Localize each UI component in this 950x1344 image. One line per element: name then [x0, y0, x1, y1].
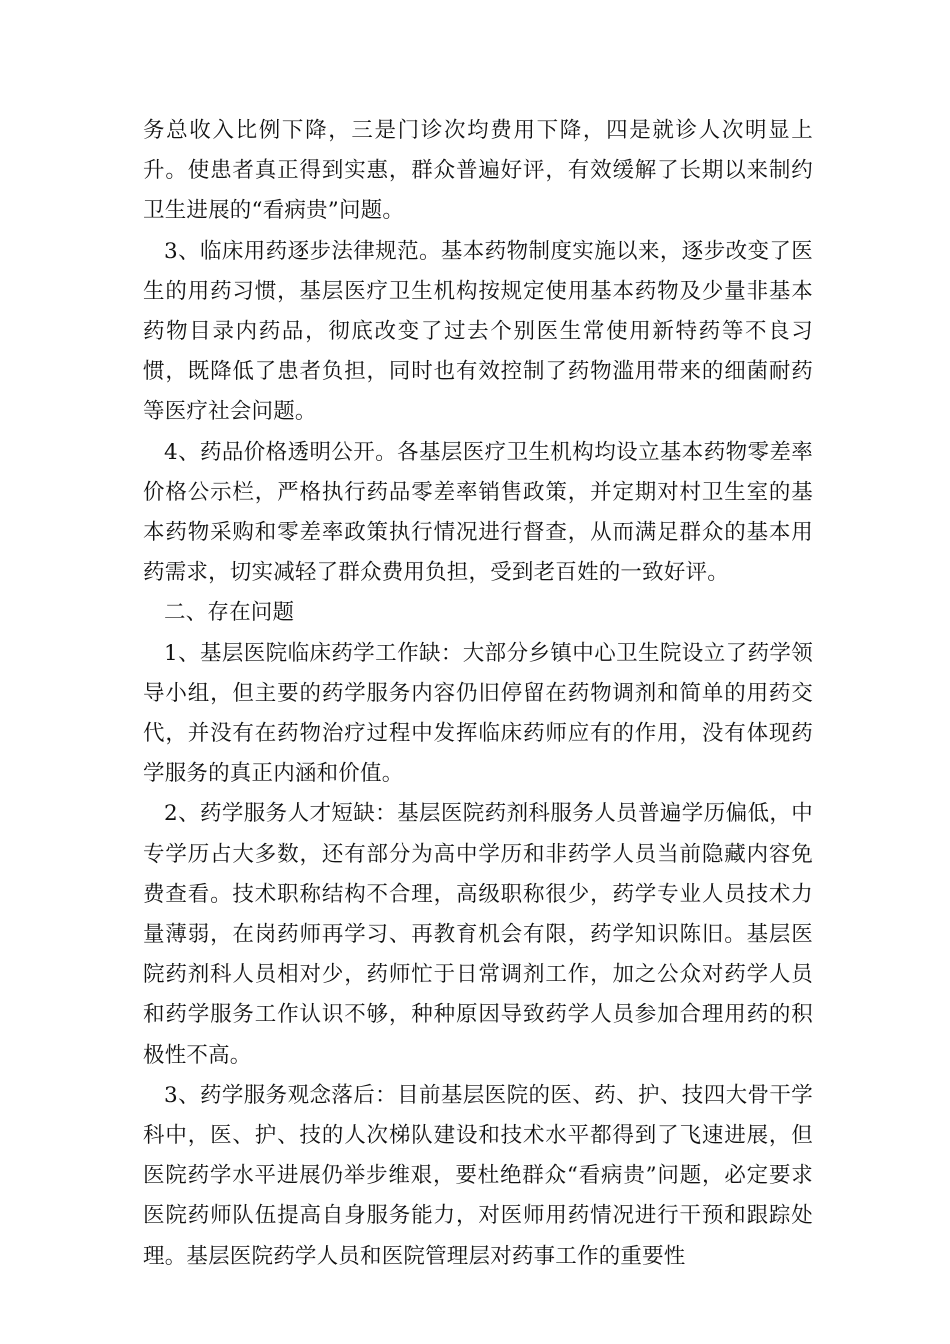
paragraph-pharmacy-staff: 2、药学服务人才短缺：基层医院药剂科服务人员普遍学历偏低，中专学历占大多数，还有部分为高中学历和非药学人员当前隐藏内容免费查看。技术职称结构不合理，高级职称很少，药学专业人员技术力量薄弱，在岗药师再学习、再教育机会有限，药学知识陈旧。基层医院药剂科人员相对少，药师忙于日常调剂工作，加之公众对药学人员和药学服务工作认识不够，种种原因导致药学人员参加合理用药的积极性不高。	[143, 801, 813, 1068]
paragraph-clinical-medication: 3、临床用药逐步法律规范。基本药物制度实施以来，逐步改变了医生的用药习惯，基层医疗卫生机构按规定使用基本药物及少量非基本药物目录内药品，彻底改变了过去个别医生常使用新特药等不良习惯，既降低了患者负担，同时也有效控制了药物滥用带来的细菌耐药等医疗社会问题。	[143, 238, 813, 425]
document-body	[143, 111, 813, 1277]
paragraph-clinical-pharmacy: 1、基层医院临床药学工作缺：大部分乡镇中心卫生院设立了药学领导小组，但主要的药学服务内容仍旧停留在药物调剂和简单的用药交代，并没有在药物治疗过程中发挥临床药师应有的作用，没有体现药学服务的真正内涵和价值。	[143, 640, 813, 787]
paragraph-drug-pricing: 4、药品价格透明公开。各基层医疗卫生机构均设立基本药物零差率价格公示栏，严格执行药品零差率销售政策，并定期对村卫生室的基本药物采购和零差率政策执行情况进行督查，从而满足群众的基本用药需求，切实减轻了群众费用负担，受到老百姓的一致好评。	[143, 439, 813, 586]
section-heading-problems: 二、存在问题	[164, 600, 295, 626]
paragraph-revenue-outcomes: 务总收入比例下降，三是门诊次均费用下降，四是就诊人次明显上升。使患者真正得到实惠，群众普遍好评，有效缓解了长期以来制约卫生进展的“看病贵”问题。	[143, 118, 813, 224]
paragraph-service-concept: 3、药学服务观念落后：目前基层医院的医、药、护、技四大骨干学科中，医、护、技的人次梯队建设和技术水平都得到了飞速进展，但医院药学水平进展仍举步维艰，要杜绝群众“看病贵”问题，必定要求医院药师队伍提高自身服务能力，对医师用药情况进行干预和跟踪处理。基层医院药学人员和医院管理层对药事工作的重要性	[143, 1082, 813, 1269]
